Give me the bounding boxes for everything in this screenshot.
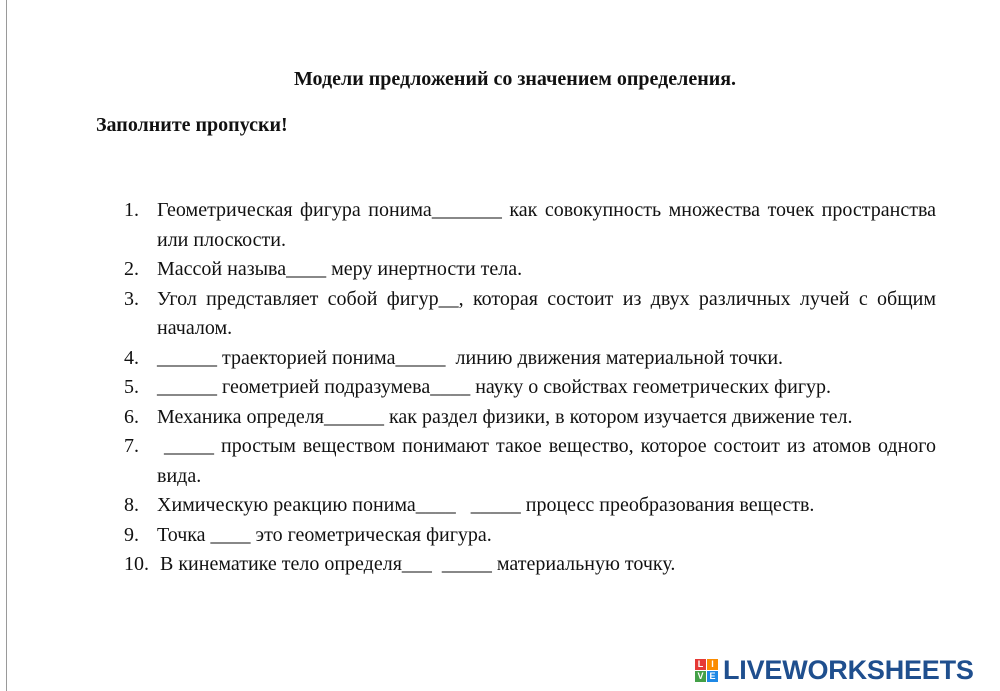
list-item bbox=[124, 285, 936, 344]
item-number: 1. bbox=[124, 199, 139, 221]
logo-text: LIVEWORKSHEETS bbox=[723, 654, 974, 685]
item-number: 7. bbox=[124, 435, 139, 457]
logo-square: E bbox=[707, 671, 718, 682]
item-number: 10. bbox=[124, 553, 149, 575]
item-number: 8. bbox=[124, 494, 139, 516]
list-item bbox=[124, 344, 936, 374]
item-number: 3. bbox=[124, 287, 139, 310]
item-text: Массой называ____ меру инертности тела. bbox=[157, 258, 523, 280]
page-edge bbox=[6, 0, 7, 691]
item-text: ______ геометрией подразумева____ науку о свойствах геометрических фигур. bbox=[157, 376, 832, 398]
list-item bbox=[124, 373, 936, 403]
list-item bbox=[124, 432, 942, 491]
item-text: _____ простым веществом понимают такое вещество, которое состоит из атомов одного вида. bbox=[157, 435, 942, 487]
logo-squares-icon bbox=[695, 659, 718, 682]
item-text: Механика определя______ как раздел физики, в котором изучается движение тел. bbox=[157, 405, 853, 428]
liveworksheets-logo bbox=[695, 655, 974, 685]
logo-square: I bbox=[707, 659, 718, 670]
item-text: ______ траекторией понима_____ линию движения материальной точки. bbox=[157, 346, 784, 369]
item-text: Химическую реакцию понима____ _____ процесс преобразования веществ. bbox=[157, 494, 815, 516]
item-number: 9. bbox=[124, 523, 139, 546]
item-text: Угол представляет собой фигур__, которая состоит из двух различных лучей с общим началом. bbox=[157, 287, 936, 339]
list-item bbox=[124, 550, 936, 580]
item-number: 2. bbox=[124, 258, 139, 280]
list-item bbox=[124, 521, 936, 551]
item-text: В кинематике тело определя___ _____ материальную точку. bbox=[160, 553, 676, 575]
item-text: Геометрическая фигура понима_______ как совокупность множества точек пространства или плоскости. bbox=[157, 199, 936, 251]
list-item bbox=[124, 403, 936, 433]
list-item bbox=[124, 491, 936, 521]
list-item bbox=[124, 196, 936, 255]
logo-square: L bbox=[695, 659, 706, 670]
item-number: 5. bbox=[124, 376, 139, 398]
logo-square: V bbox=[695, 671, 706, 682]
page-title: Модели предложений со значением определения. bbox=[293, 68, 737, 90]
item-text: Точка ____ это геометрическая фигура. bbox=[157, 523, 492, 546]
instruction: Заполните пропуски! bbox=[96, 114, 288, 136]
item-number: 4. bbox=[124, 346, 139, 369]
list-item bbox=[124, 255, 936, 285]
item-number: 6. bbox=[124, 405, 139, 428]
exercise-list bbox=[124, 196, 942, 580]
